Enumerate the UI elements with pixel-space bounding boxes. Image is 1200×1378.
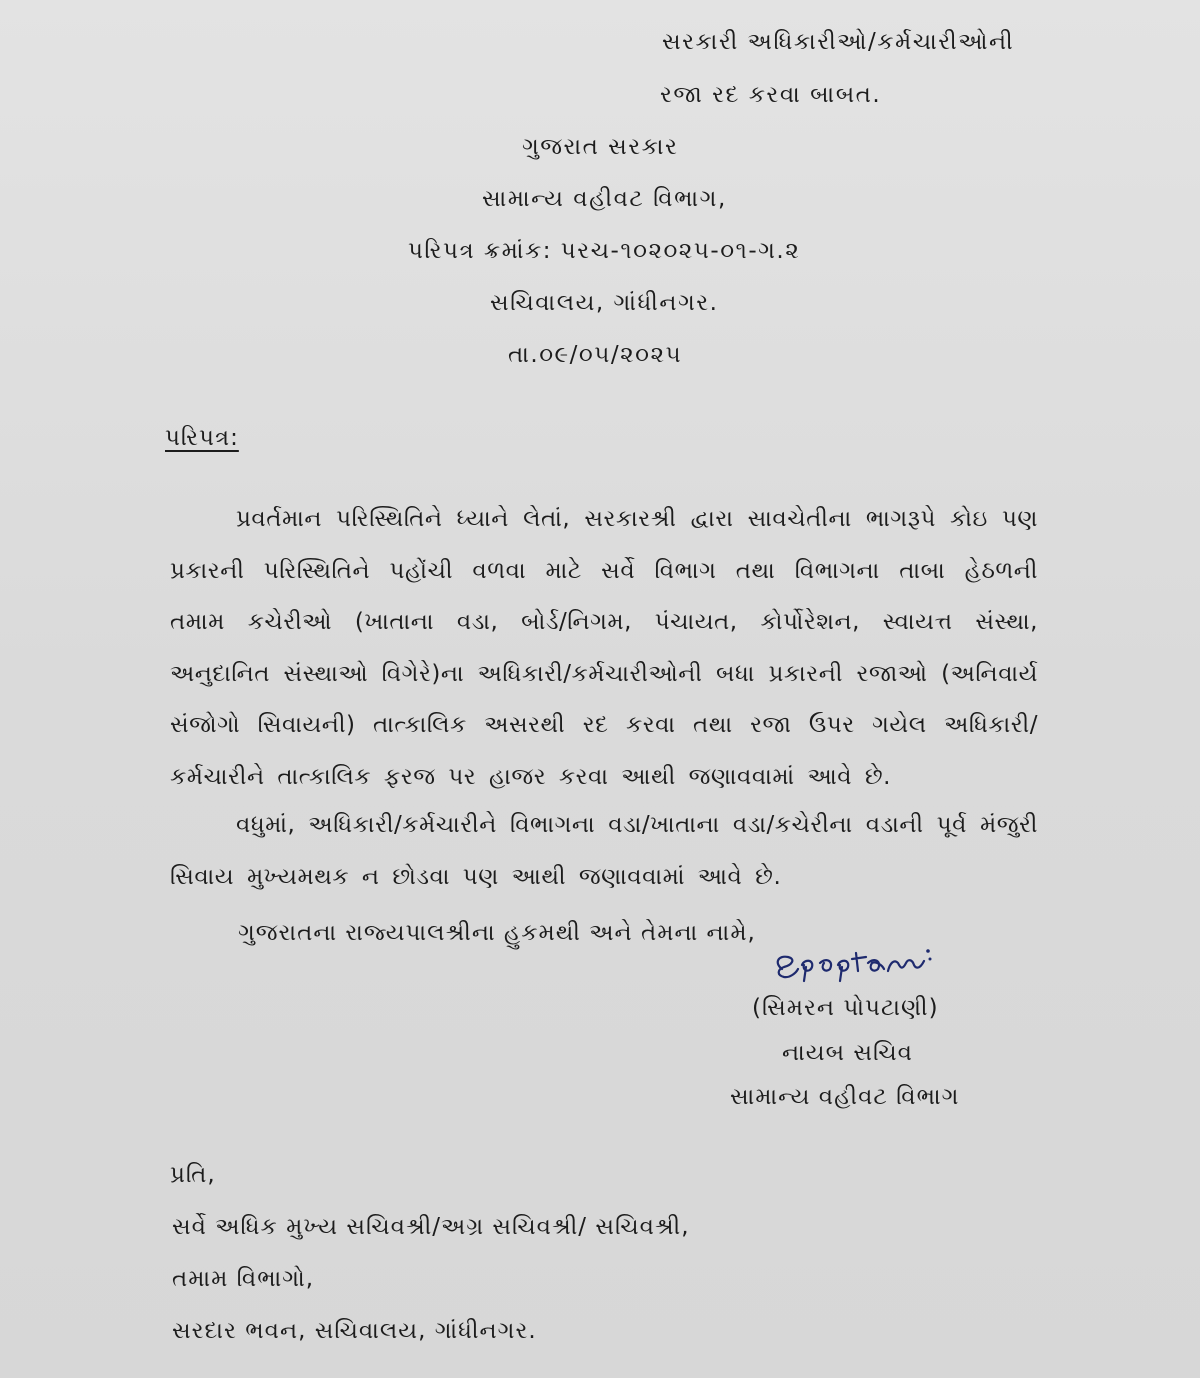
body-paragraph-2: વધુમાં, અધિકારી/કર્મચારીને વિભાગના વડા/ખાતાના વડા/કચેરીના વડાની પૂર્વ મંજુરી સિવાય મુખ્યમથક ન છોડવા પણ આથી જણાવવામાં આવે છે. — [170, 812, 1038, 890]
circular-date: તા.૦૯/૦૫/૨૦૨૫ — [508, 342, 683, 368]
subject-line-2: રજા રદ કરવા બાબત. — [660, 82, 882, 108]
issuer-location: સચિવાલય, ગાંધીનગર. — [490, 290, 719, 316]
handwritten-signature — [770, 935, 935, 985]
closing-line: ગુજરાતના રાજ્યપાલશ્રીના હુકમથી અને તેમના નામે, — [238, 920, 756, 946]
recipients-heading: પ્રતિ, — [170, 1162, 216, 1188]
body-paragraph-1: પ્રવર્તમાન પરિસ્થિતિને ધ્યાને લેતાં, સરકારશ્રી દ્વારા સાવચેતીના ભાગરૂપે કોઇ પણ પ્રકારની પરિસ્થિતિને પહોંચી વળવા માટે સર્વે વિભાગ તથા વિભાગના તાબા હેઠળની તમામ કચેરીઓ (ખાતાના વડા, બોર્ડ/નિગમ, પંચાયત, કોર્પોરેશન, સ્વાયત્ત સંસ્થા, અનુદાનિત સંસ્થાઓ વિગેરે)ના અધિકારી/કર્મચારીઓની બધા પ્રકારની રજાઓ (અનિવાર્ય સંજોગો સિવાયની) તાત્કાલિક અસરથી રદ કરવા તથા રજા ઉપર ગયેલ અધિકારી/કર્મચારીને તાત્કાલિક ફરજ પર હાજર કરવા આથી જણાવવામાં આવે છે. — [170, 506, 1038, 790]
circular-number: પરિપત્ર ક્રમાંક: પરચ-૧૦૨૦૨૫-૦૧-ગ.૨ — [408, 238, 801, 264]
recipient-line-2: તમામ વિભાગો, — [172, 1266, 315, 1292]
signatory-department: સામાન્ય વહીવટ વિભાગ — [730, 1084, 960, 1110]
department-name: સામાન્ય વહીવટ વિભાગ, — [482, 186, 727, 212]
circular-heading: પરિપત્ર: — [165, 425, 239, 451]
government-name: ગુજરાત સરકાર — [522, 134, 679, 160]
recipient-line-3: સરદાર ભવન, સચિવાલય, ગાંધીનગર. — [172, 1318, 537, 1344]
subject-line-1: સરકારી અધિકારીઓ/કર્મચારીઓની — [662, 29, 1015, 55]
recipient-line-1: સર્વે અધિક મુખ્ય સચિવશ્રી/અગ્ર સચિવશ્રી/ સચિવશ્રી, — [172, 1214, 690, 1240]
signatory-designation: નાયબ સચિવ — [782, 1040, 913, 1066]
signatory-name: (સિમરન પોપટાણી) — [752, 995, 939, 1021]
